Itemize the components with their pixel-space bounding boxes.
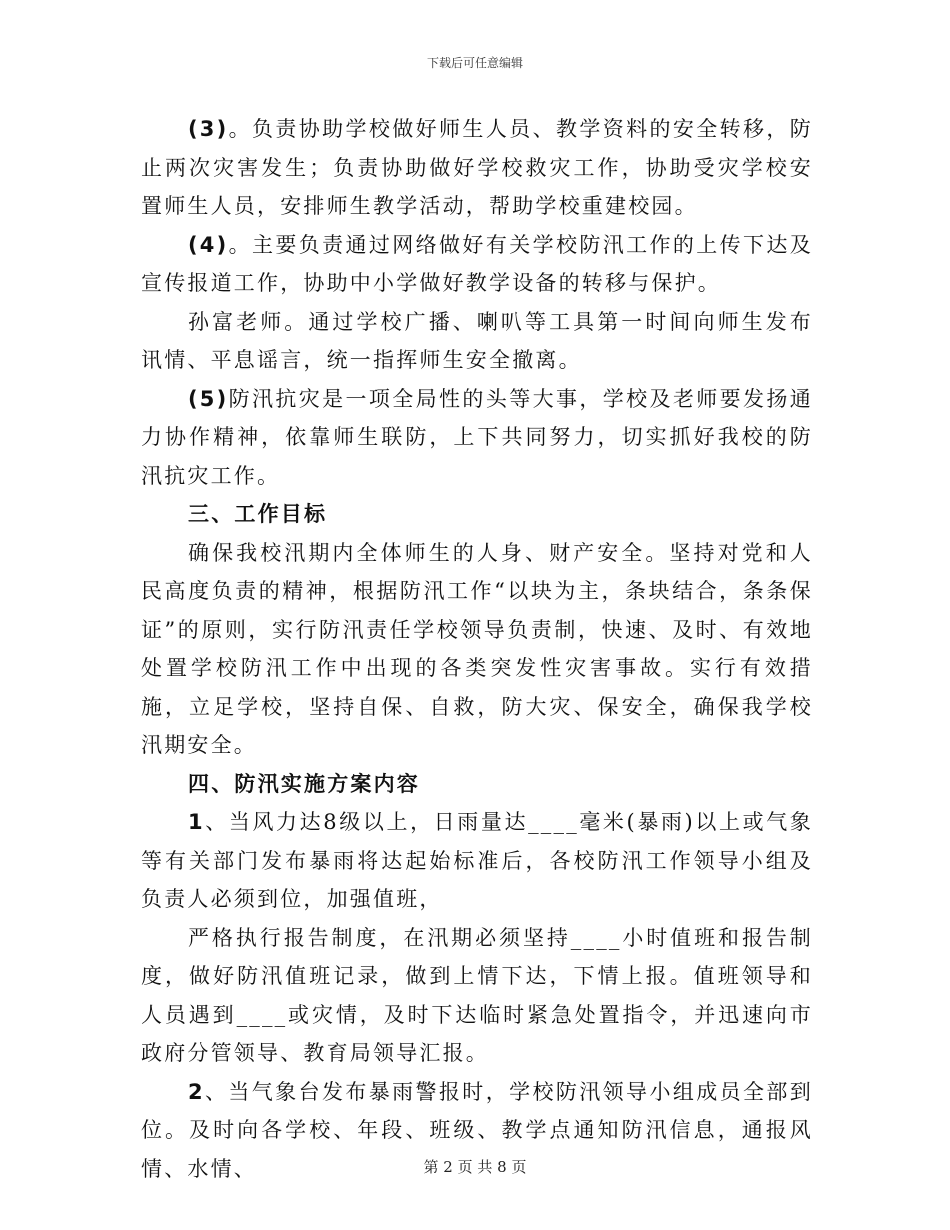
paragraph-text: 、当气象台发布暴雨警报时，学校防汛领导小组成员全部到位。及时向各学校、年段、班级、教学点通知防汛信息，通报风情、水情、 (141, 1079, 813, 1181)
item-number: (3) (188, 117, 229, 141)
paragraph-plan-1 (141, 803, 813, 919)
page-number: 第 2 页 共 8 页 (423, 1158, 527, 1176)
paragraph-3 (141, 110, 813, 226)
paragraph-text: 防汛抗灾是一项全局性的头等大事，学校及老师要发扬通力协作精神，依靠师生联防，上下共同努力，切实抓好我校的防汛抗灾工作。 (141, 386, 813, 488)
document-body (141, 110, 813, 1188)
paragraph-text: 。主要负责通过网络做好有关学校防汛工作的上传下达及宣传报道工作，协助中小学做好教学设备的转移与保护。 (141, 232, 813, 295)
paragraph-text: 、当风力达8级以上，日雨量达____毫米(暴雨)以上或气象等有关部门发布暴雨将达起始标准后，各校防汛工作领导小组及负责人必须到位，加强值班， (141, 810, 813, 911)
section-heading-plan (141, 765, 813, 804)
paragraph-text: 严格执行报告制度，在汛期必须坚持____小时值班和报告制度，做好防汛值班记录，做到上情下达，下情上报。值班领导和人员遇到____或灾情，及时下达临时紧急处置指令，并迅速向市政府分管领导、教育局领导汇报。 (141, 925, 813, 1065)
item-number: (5) (188, 386, 229, 411)
page-header: 下载后可任意编辑 (426, 56, 523, 70)
paragraph-reporting (141, 919, 813, 1073)
paragraph-5 (141, 380, 813, 496)
item-number: (4) (188, 232, 229, 257)
paragraph-4 (141, 226, 813, 303)
section-heading-goals (141, 495, 813, 534)
paragraph-goals (141, 534, 813, 765)
paragraph-text: 确保我校汛期内全体师生的人身、财产安全。坚持对党和人民高度负责的精神，根据防汛工作“以块为主，条块结合，条条保证”的原则，实行防汛责任学校领导负责制，快速、及时、有效地处置学校防汛工作中出现的各类突发性灾害事故。实行有效措施，立足学校，坚持自保、自救，防大灾、保安全，确保我学校汛期安全。 (141, 540, 813, 757)
paragraph-text: 。负责协助学校做好师生人员、教学资料的安全转移，防止两次灾害发生；负责协助做好学校救灾工作，协助受灾学校安置师生人员，安排师生教学活动，帮助学校重建校园。 (141, 117, 813, 218)
heading-text: 三、工作目标 (188, 501, 328, 526)
paragraph-text: 孙富老师。通过学校广播、喇叭等工具第一时间向师生发布讯情、平息谣言，统一指挥师生安全撤离。 (141, 309, 813, 372)
heading-text: 四、防汛实施方案内容 (188, 770, 420, 796)
item-number: 2 (188, 1079, 205, 1104)
paragraph-teacher (141, 303, 813, 380)
item-number: 1 (188, 810, 205, 834)
